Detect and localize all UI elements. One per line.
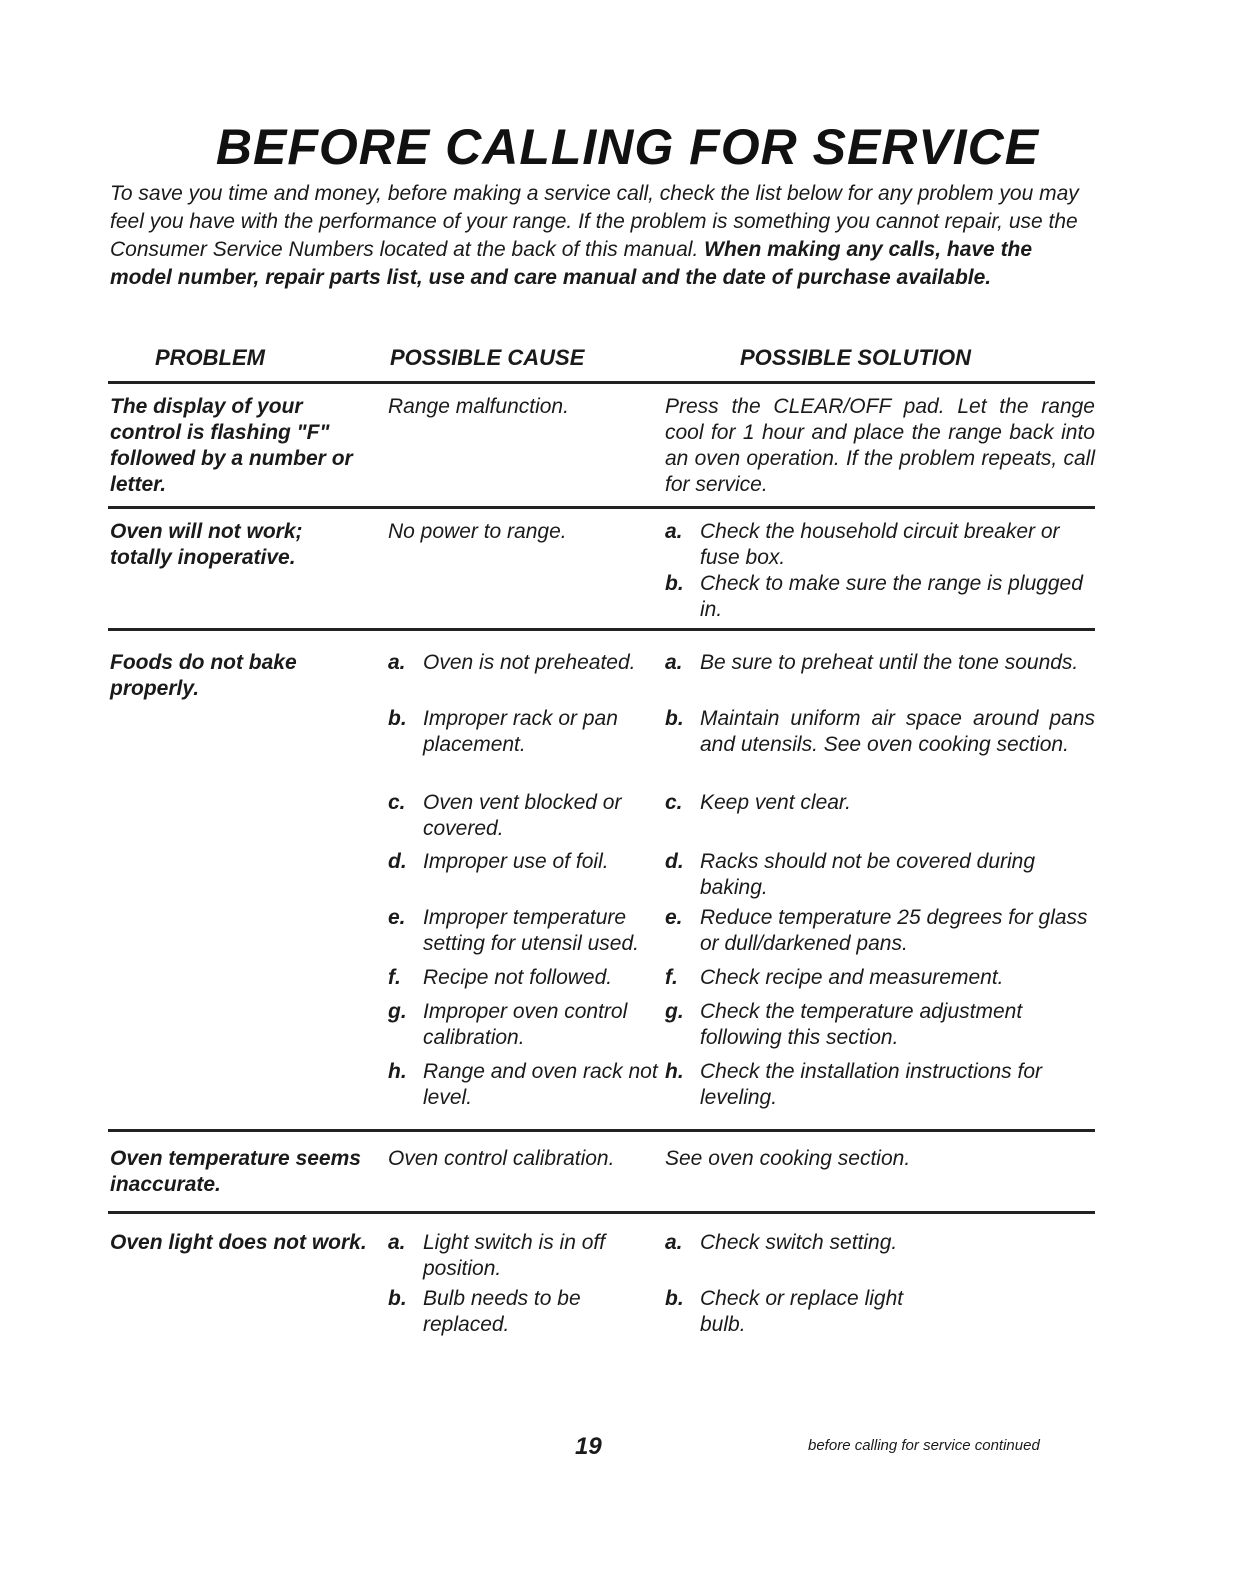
solution-item [665,1059,1095,1111]
cause-text: Improper temperature setting for utensil used. [423,906,639,955]
cause-item [388,905,658,957]
cause-item [388,849,658,875]
solution-text: Check the household circuit breaker or fuse box. [700,520,1060,569]
solution-text: Check the installation instructions for leveling. [700,1060,1042,1109]
solution-text: Check or replace light bulb. [700,1287,904,1336]
cause-item [388,790,658,842]
divider-rule [108,381,1095,384]
item-letter: g. [388,1000,407,1023]
header-possible-cause: POSSIBLE CAUSE [390,345,585,370]
intro-paragraph [110,180,1095,292]
cause-text: Range and oven rack not level. [423,1060,658,1109]
cause-text: Range malfunction. [388,395,569,418]
solution-text: Racks should not be covered during baking. [700,850,1036,899]
cause-text: Oven is not preheated. [423,651,636,674]
solution-item [665,706,1095,758]
solution-text: Keep vent clear. [700,791,851,814]
solution-text: Press the CLEAR/OFF pad. Let the range cool for 1 hour and place the range back into an oven operation. If the problem repeats, call for service. [665,395,1095,496]
solution-item [665,394,1095,498]
problem-text: Oven light does not work. [110,1231,367,1254]
solution-text: Check the temperature adjustment following this section. [700,1000,1023,1049]
item-letter: e. [665,906,683,929]
intro-text: To save you time and money, before making a service call, check the list below for any problem you may feel you have with the performance of your range. If the problem is something you cannot repair, use the Consumer Service Numbers located at the back of this manual. [110,182,1079,261]
solution-text: Check switch setting. [700,1231,898,1254]
cause-text: Light switch is in off position. [423,1231,606,1280]
item-letter: b. [388,707,407,730]
cause-text: Improper oven control calibration. [423,1000,628,1049]
solution-item [665,905,1095,957]
item-letter: d. [388,850,407,873]
solution-item [665,849,1095,901]
header-problem: PROBLEM [155,345,265,370]
item-letter: b. [665,1287,684,1310]
item-letter: b. [665,707,684,730]
item-letter: a. [665,651,683,674]
item-letter: a. [665,1231,683,1254]
cause-text: Recipe not followed. [423,966,613,989]
solution-text: See oven cooking section. [665,1147,911,1170]
divider-rule [108,506,1095,509]
divider-rule [108,1129,1095,1132]
solution-item [665,519,1095,571]
item-letter: e. [388,906,406,929]
cause-text: Oven control calibration. [388,1147,615,1170]
item-letter: b. [388,1287,407,1310]
item-letter: f. [388,966,401,989]
cause-item [388,706,658,758]
cause-item [388,1230,658,1282]
cause-item [388,394,658,420]
solution-text: Check recipe and measurement. [700,966,1004,989]
cause-item [388,1059,658,1111]
cause-list [388,650,658,1130]
divider-rule [108,1211,1095,1214]
cause-item [388,965,658,991]
item-letter: g. [665,1000,684,1023]
solution-text: Check to make sure the range is plugged in. [700,572,1083,621]
continued-note: before calling for service continued [808,1437,1040,1454]
cause-list [388,1230,658,1340]
cause-item [388,1286,658,1338]
cause-text: Improper use of foil. [423,850,609,873]
item-letter: a. [388,651,406,674]
solution-item [665,1286,925,1338]
page-number: 19 [575,1433,602,1460]
header-possible-solution: POSSIBLE SOLUTION [740,345,972,370]
cause-item [388,999,658,1051]
solution-item [665,571,1095,623]
page-title: BEFORE CALLING FOR SERVICE [215,119,1040,175]
solution-list [665,650,1095,1130]
cause-text: Oven vent blocked or covered. [423,791,622,840]
solution-text: Be sure to preheat until the tone sounds. [700,651,1079,674]
problem-text: The display of your control is flashing "F" followed by a number or letter. [110,395,353,496]
item-letter: h. [388,1060,407,1083]
solution-text: Maintain uniform air space around pans and utensils. See oven cooking section. [700,707,1095,756]
item-letter: f. [665,966,678,989]
problem-text: Foods do not bake properly. [110,651,297,700]
solution-item [665,790,1095,816]
problem-text: Oven will not work; totally inoperative. [110,520,303,569]
solution-text: Reduce temperature 25 degrees for glass or dull/darkened pans. [700,906,1088,955]
item-letter: c. [665,791,683,814]
cause-text: Bulb needs to be replaced. [423,1287,581,1336]
item-letter: b. [665,572,684,595]
solution-item [665,1146,1095,1172]
solution-item [665,999,1095,1051]
item-letter: d. [665,850,684,873]
cause-item [388,650,658,676]
solution-item [665,1230,1095,1256]
intro-bold-text: When making any calls, have the model number, repair parts list, use and care manual and the date of purchase available. [110,238,1033,289]
item-letter: c. [388,791,406,814]
item-letter: a. [665,520,683,543]
cause-text: Improper rack or pan placement. [423,707,618,756]
problem-text: Oven temperature seems inaccurate. [110,1147,361,1196]
cause-text: No power to range. [388,520,567,543]
column-headers [110,345,1095,375]
item-letter: h. [665,1060,684,1083]
solution-list [665,1230,1095,1340]
cause-item [388,1146,658,1172]
cause-item [388,519,658,545]
solution-item [665,965,1095,991]
divider-rule [108,628,1095,631]
solution-item [665,650,1095,676]
item-letter: a. [388,1231,406,1254]
